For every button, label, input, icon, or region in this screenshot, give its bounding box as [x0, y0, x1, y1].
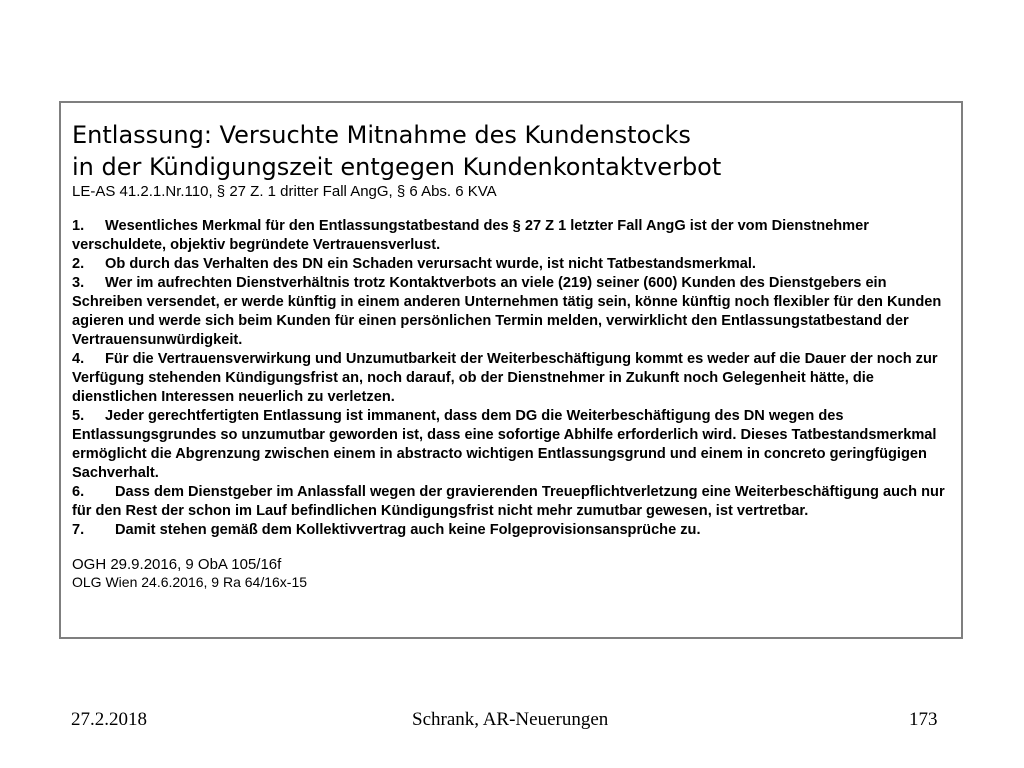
- ruling-item-6: [72, 483, 951, 521]
- item-text: Wer im aufrechten Dienstverhältnis trotz Kontaktverbots an viele (219) seiner (600) Kunden des Dienstgebers ein Schreiben versendet, er werde künftig in einem anderen Unternehmen tätig sein, könne künftig noch flexibler für den Kunden agieren und werde sich beim Kunden für einen persönlichen Termin melden, verwirklicht den Entlassungstatbestand der Vertrauensunwürdigkeit.: [72, 275, 942, 348]
- citation-olg: OLG Wien 24.6.2016, 9 Ra 64/16x-15: [72, 574, 308, 590]
- title-line-1: Entlassung: Versuchte Mitnahme des Kundenstocks: [72, 121, 691, 149]
- item-number: 1.: [72, 218, 85, 234]
- content-box: [59, 101, 963, 639]
- item-number: 7.: [72, 522, 85, 538]
- item-number: 5.: [72, 408, 85, 424]
- ruling-list: [72, 217, 951, 540]
- footer-author: Schrank, AR-Neuerungen: [412, 709, 609, 730]
- footer-date: 27.2.2018: [71, 709, 147, 730]
- ruling-item-3: [72, 274, 951, 350]
- item-text: Ob durch das Verhalten des DN ein Schaden verursacht wurde, ist nicht Tatbestandsmerkmal.: [105, 256, 756, 272]
- ruling-item-5: [72, 407, 951, 483]
- item-text: Damit stehen gemäß dem Kollektivvertrag auch keine Folgeprovisionsansprüche zu.: [115, 522, 701, 538]
- item-number: 6.: [72, 484, 85, 500]
- ruling-item-1: [72, 217, 951, 255]
- item-number: 2.: [72, 256, 85, 272]
- item-number: 3.: [72, 275, 85, 291]
- title-line-2: in der Kündigungszeit entgegen Kundenkontaktverbot: [72, 153, 722, 181]
- item-text: Wesentliches Merkmal für den Entlassungstatbestand des § 27 Z 1 letzter Fall AngG ist der vom Dienstnehmer verschuldete, objektiv begründete Vertrauensverlust.: [72, 218, 869, 253]
- ruling-item-4: [72, 350, 951, 407]
- legal-reference: LE-AS 41.2.1.Nr.110, § 27 Z. 1 dritter Fall AngG, § 6 Abs. 6 KVA: [72, 183, 497, 200]
- ruling-item-7: [72, 521, 951, 540]
- item-number: 4.: [72, 351, 85, 367]
- item-text: Jeder gerechtfertigten Entlassung ist immanent, dass dem DG die Weiterbeschäftigung des DN wegen des Entlassungsgrundes so unzumutbar geworden ist, dass eine sofortige Abhilfe erforderlich wird. Dieses Tatbestandsmerkmal ermöglicht die Abgrenzung zwischen einem in abstracto wichtigen Entlassungsgrund und einem in concreto geringfügigen Sachverhalt.: [72, 408, 937, 481]
- page-number: 173: [909, 709, 938, 730]
- item-text: Für die Vertrauensverwirkung und Unzumutbarkeit der Weiterbeschäftigung kommt es weder auf die Dauer der noch zur Verfügung stehenden Kündigungsfrist an, noch darauf, ob der Dienstnehmer in Zukunft noch Gelegenheit hätte, die dienstlichen Interessen neuerlich zu verletzen.: [72, 351, 938, 405]
- ruling-item-2: [72, 255, 951, 274]
- citation-ogh: OGH 29.9.2016, 9 ObA 105/16f: [72, 556, 282, 573]
- item-text: Dass dem Dienstgeber im Anlassfall wegen der gravierenden Treuepflichtverletzung eine Weiterbeschäftigung auch nur für den Rest der schon im Lauf befindlichen Kündigungsfrist nicht mehr zumutbar gewesen, ist vertretbar.: [72, 484, 945, 519]
